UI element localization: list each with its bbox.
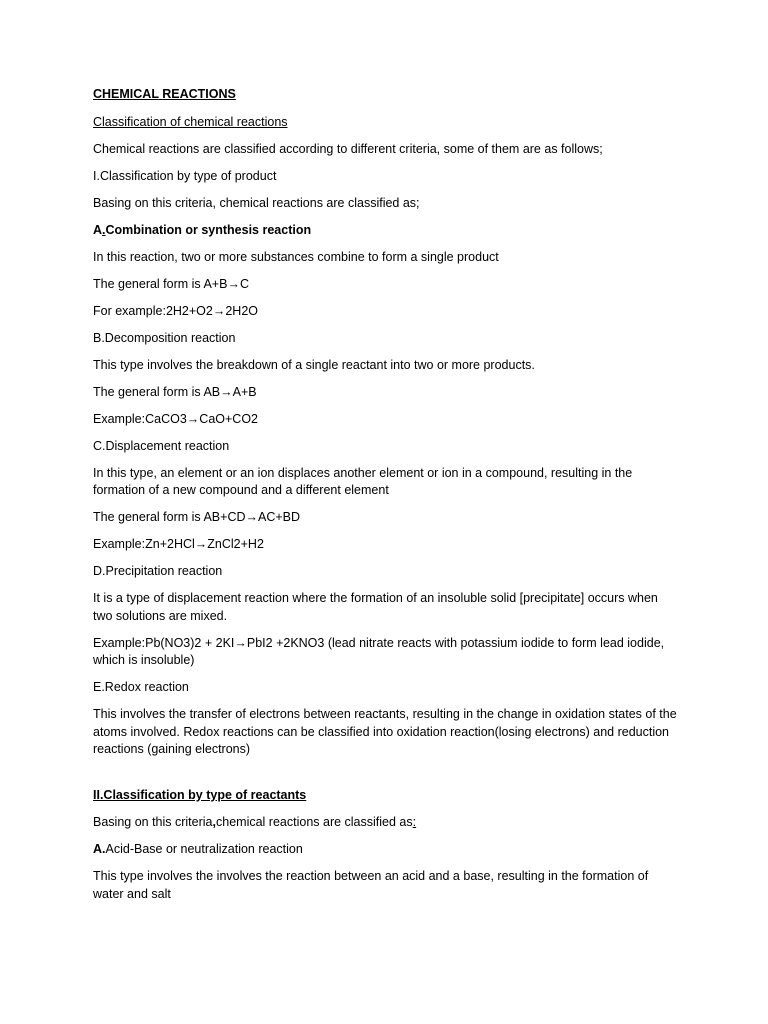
decomposition-heading: B.Decomposition reaction — [93, 330, 236, 345]
displacement-general-form: The general form is AB+CD→AC+BD — [93, 510, 301, 524]
section1-heading: I.Classification by type of product — [93, 168, 277, 183]
acid-base-letter: A. — [93, 842, 106, 856]
combination-example: For example:2H2+O2→2H2O — [93, 303, 259, 318]
displacement-description: In this type, an element or an ion displaces another element or ion in a compound, resulting in the formation of a new compound and a different element — [93, 465, 633, 497]
redox-heading: E.Redox reaction — [93, 680, 189, 694]
title-word-reactions: REACTIONS — [162, 87, 236, 101]
combination-dot: . — [102, 222, 106, 237]
combination-letter: A — [93, 222, 103, 237]
section-spacer — [93, 768, 678, 787]
subtitle: Classification of chemical reactions — [93, 114, 288, 129]
combination-heading — [93, 222, 678, 240]
document-title — [93, 86, 678, 104]
section1-intro: Basing on this criteria, chemical reactions are classified as; — [93, 195, 420, 210]
section2-intro-comma: , — [212, 815, 216, 829]
section2-intro-colon: : — [412, 815, 417, 829]
redox-description: This involves the transfer of electrons between reactants, resulting in the change in oxidation states of the atoms involved. Redox reactions can be classified into oxidation reaction(losing electrons) and reduction reactions (gaining electrons) — [93, 707, 677, 756]
combination-general-form: The general form is A+B→C — [93, 276, 249, 291]
displacement-heading: C.Displacement reaction — [93, 438, 230, 453]
acid-base-description: This type involves the involves the reaction between an acid and a base, resulting in the formation of water and salt — [93, 869, 649, 901]
title-word-chemical: CHEMICAL — [93, 87, 159, 101]
decomposition-general-form: The general form is AB→A+B — [93, 384, 257, 399]
decomposition-description: This type involves the breakdown of a single reactant into two or more products. — [93, 357, 535, 372]
precipitation-heading: D.Precipitation reaction — [93, 564, 223, 578]
decomposition-example: Example:CaCO3→CaO+CO2 — [93, 411, 258, 426]
intro-paragraph: Chemical reactions are classified according to different criteria, some of them are as follows; — [93, 141, 603, 156]
section2-heading-text: II.Classification by type of reactants — [93, 788, 307, 802]
precipitation-description: It is a type of displacement reaction where the formation of an insoluble solid [precipitate] occurs when two solutions are mixed. — [93, 591, 658, 623]
section2-heading — [93, 787, 678, 805]
subtitle-line — [93, 114, 678, 132]
acid-base-title: Acid-Base or neutralization reaction — [105, 842, 303, 856]
section2-intro-part2: chemical reactions are classified as — [216, 815, 413, 829]
combination-title: Combination or synthesis reaction — [105, 222, 312, 237]
section2-intro-part1: Basing on this criteria — [93, 815, 213, 829]
displacement-example: Example:Zn+2HCl→ZnCl2+H2 — [93, 537, 264, 551]
combination-description: In this reaction, two or more substances combine to form a single product — [93, 249, 499, 264]
acid-base-heading — [93, 841, 678, 859]
precipitation-example: Example:Pb(NO3)2 + 2KI→PbI2 +2KNO3 (lead nitrate reacts with potassium iodide to form lead iodide, which is insoluble) — [93, 635, 665, 667]
section2-intro — [93, 814, 678, 832]
